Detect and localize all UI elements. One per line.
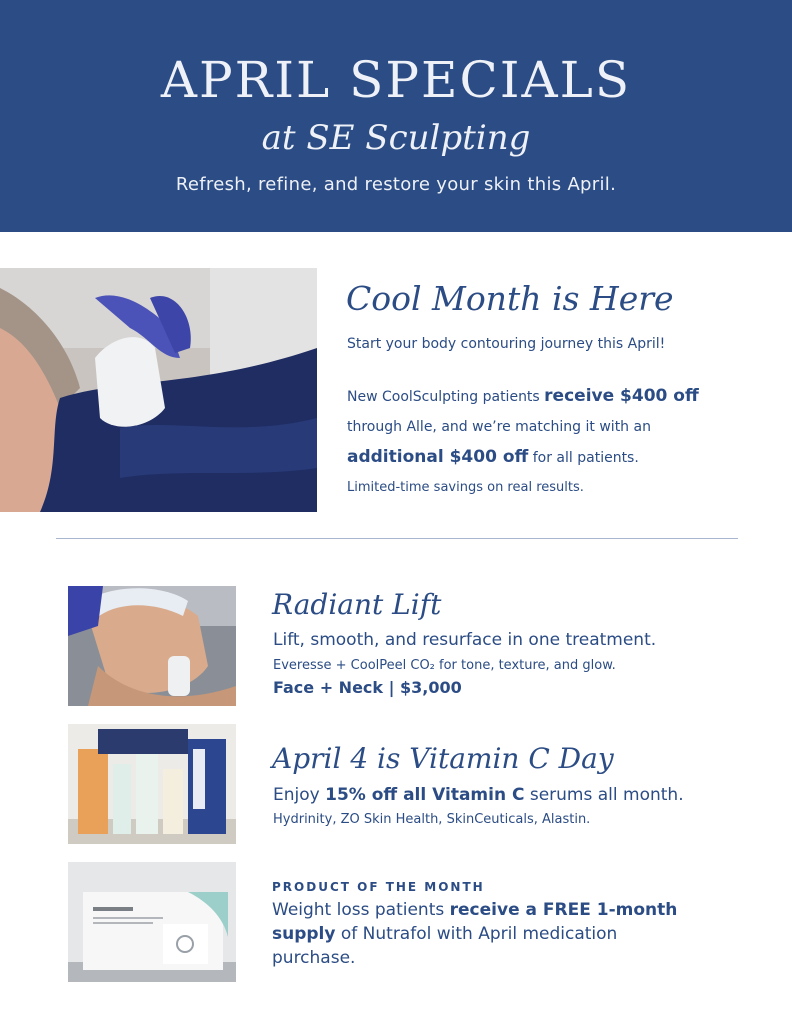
cool-month-lead: Start your body contouring journey this April! [347,336,666,352]
offer-highlight: receive $400 off [544,386,699,406]
offer-text: Weight loss patients [272,900,450,920]
cool-month-footer: Limited-time savings on real results. [347,480,584,495]
radiant-lift-price: Face + Neck | $3,000 [273,678,462,697]
coolsculpting-photo [0,268,317,512]
offer-text: of Nutrafol with April medication purchase. [272,924,618,968]
vitamin-c-brands: Hydrinity, ZO Skin Health, SkinCeuticals, Alastin. [273,812,591,827]
page-tagline: Refresh, refine, and restore your skin this April. [175,174,617,195]
product-month-offer [272,898,692,970]
radiant-lift-title: Radiant Lift [272,588,442,621]
page-subtitle: at SE Sculpting [261,118,531,158]
radiant-lift-detail: Everesse + CoolPeel CO₂ for tone, texture, and glow. [273,658,616,673]
cool-month-offer [347,381,747,473]
page-title: APRIL SPECIALS [160,51,632,109]
vitamin-c-photo [68,724,236,844]
vitamin-c-offer [273,783,684,807]
product-month-kicker: PRODUCT OF THE MONTH [272,880,485,894]
offer-highlight: additional $400 off [347,447,529,467]
offer-text: Enjoy [273,785,326,805]
offer-text: through Alle, and we’re matching it with an [347,419,651,435]
nutrafol-photo [68,862,236,982]
offer-highlight: 15% off all Vitamin C [325,785,525,805]
vitamin-c-title: April 4 is Vitamin C Day [272,742,614,775]
offer-text: for all patients. [528,450,639,466]
offer-text: New CoolSculpting patients [347,389,545,405]
section-divider [56,538,738,539]
radiant-lift-lead: Lift, smooth, and resurface in one treatment. [273,630,657,650]
offer-text: serums all month. [524,785,684,805]
radiant-lift-photo [68,586,236,706]
offer-highlight: receive a FREE 1-month supply [272,900,678,944]
header-banner [0,0,792,232]
cool-month-title: Cool Month is Here [346,279,674,318]
